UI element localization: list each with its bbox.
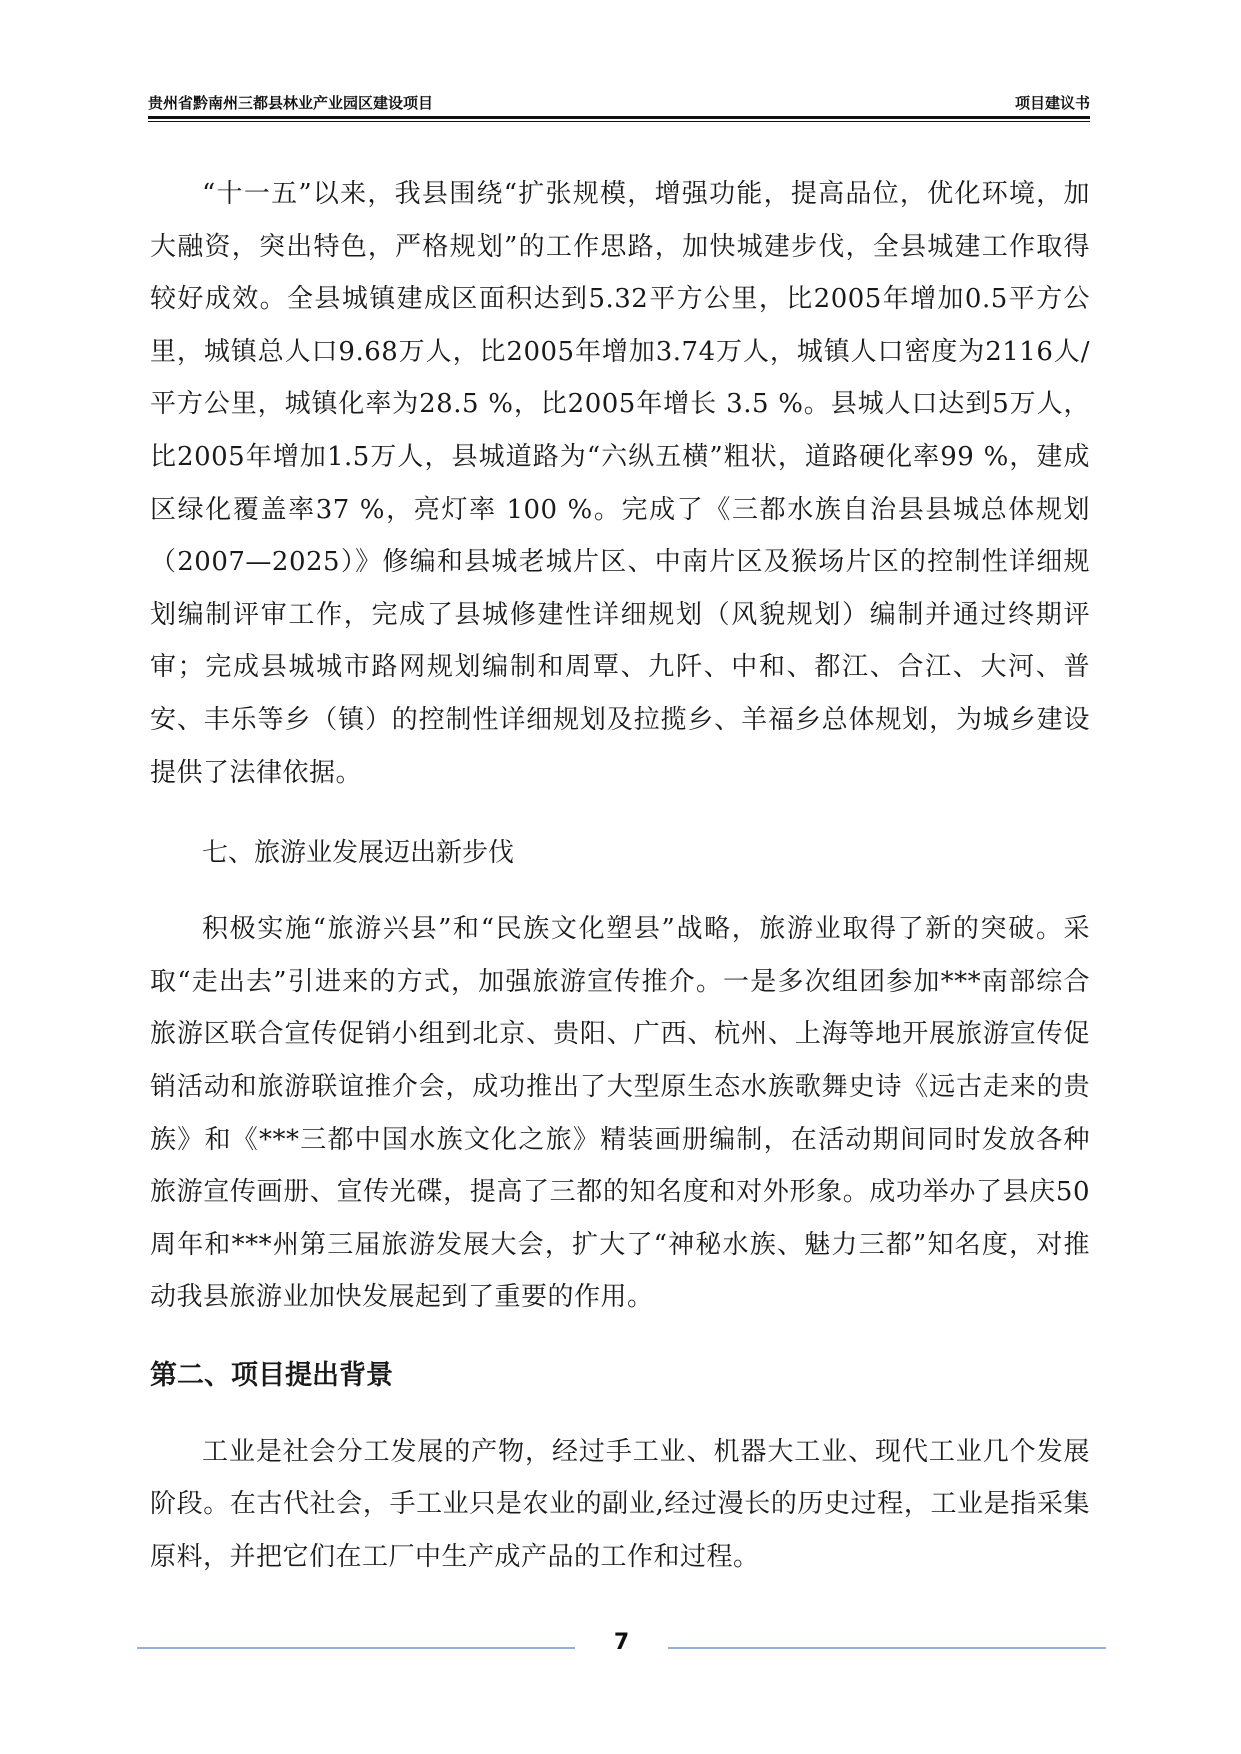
footer-rule-right	[668, 1647, 1106, 1649]
header-rule	[148, 116, 1090, 119]
paragraph-urban-construction: “十一五”以来，我县围绕“扩张规模，增强功能，提高品位，优化环境，加大融资，突出特色，严格规划”的工作思路，加快城建步伐，全县城建工作取得较好成效。全县城镇建成区面积达到5.32平方公里，比2005年增加0.5平方公里，城镇总人口9.68万人，比2005年增加3.74万人，城镇人口密度为2116人/平方公里，城镇化率为28.5 %，比2005年增长 3.5 %。县城人口达到5万人，比2005年增加1.5万人，县城道路为“六纵五横”粗状，道路硬化率99 %，建成区绿化覆盖率37 %，亮灯率 100 %。完成了《三都水族自治县县城总体规划（2007—2025）》修编和县城老城片区、中南片区及猴场片区的控制性详细规划编制评审工作，完成了县城修建性详细规划（风貌规划）编制并通过终期评审；完成县城城市路网规划编制和周覃、九阡、中和、都江、合江、大河、普安、丰乐等乡（镇）的控制性详细规划及拉揽乡、羊福乡总体规划，为城乡建设提供了法律依据。	[150, 179, 1090, 788]
section-heading-project-background: 第二、项目提出背景	[150, 1359, 393, 1391]
footer-rule-left	[137, 1647, 575, 1649]
subheading-tourism: 七、旅游业发展迈出新步伐	[202, 838, 515, 869]
header-project-title: 贵州省黔南州三都县林业产业园区建设项目	[148, 94, 434, 112]
paragraph-industry: 工业是社会分工发展的产物，经过手工业、机器大工业、现代工业几个发展阶段。在古代社会，手工业只是农业的副业,经过漫长的历史过程，工业是指采集原料，并把它们在工厂中生产成产品的工作和过程。	[150, 1436, 1090, 1573]
page-content	[150, 168, 1090, 1584]
paragraph-tourism: 积极实施“旅游兴县”和“民族文化塑县”战略，旅游业取得了新的突破。采取“走出去”引进来的方式，加强旅游宣传推介。一是多次组团参加***南部综合旅游区联合宣传促销小组到北京、贵阳、广西、杭州、上海等地开展旅游宣传促销活动和旅游联谊推介会，成功推出了大型原生态水族歌舞史诗《远古走来的贵族》和《***三都中国水族文化之旅》精装画册编制，在活动期间同时发放各种旅游宣传画册、宣传光碟，提高了三都的知名度和对外形象。成功举办了县庆50周年和***州第三届旅游发展大会，扩大了“神秘水族、魅力三都”知名度，对推动我县旅游业加快发展起到了重要的作用。	[150, 914, 1090, 1313]
header-document-type: 项目建议书	[1014, 94, 1090, 112]
header-rule-thin	[148, 121, 1090, 122]
page-header	[148, 88, 1090, 116]
page-number: 7	[613, 1630, 630, 1655]
